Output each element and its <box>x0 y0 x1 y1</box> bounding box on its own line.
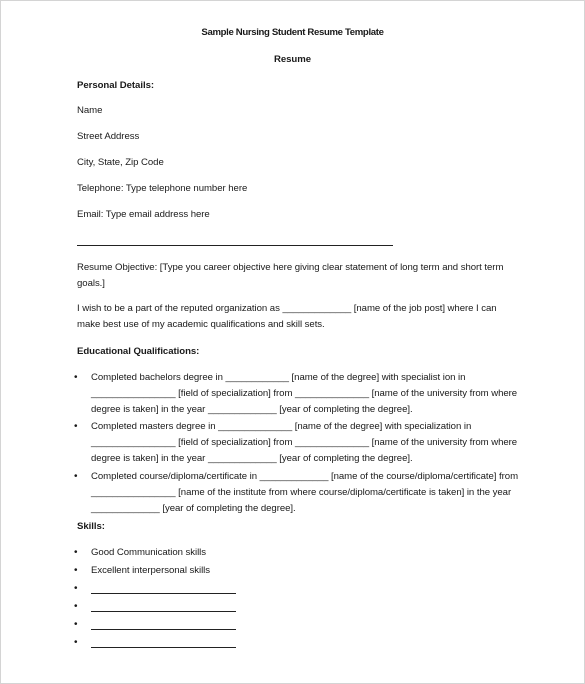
education-item-line-2: ________________ [field of specialization] from ______________ [name of the university from where <box>91 388 518 399</box>
education-heading: Educational Qualifications: <box>77 346 200 357</box>
skill-text: Good Communication skills <box>91 547 206 558</box>
education-item-line-1: Completed bachelors degree in ____________ [name of the degree] with specialist ion in <box>91 372 466 383</box>
personal-telephone: Telephone: Type telephone number here <box>77 183 248 194</box>
personal-details-heading: Personal Details: <box>77 80 154 91</box>
skill-blank-line <box>91 629 236 630</box>
objective-line-2: goals.] <box>77 278 105 289</box>
bullet-icon: • <box>74 601 78 612</box>
objective-line-4: make best use of my academic qualifications and skill sets. <box>77 319 325 330</box>
bullet-icon: • <box>74 619 78 630</box>
personal-name: Name <box>77 105 103 116</box>
objective-line-1: Resume Objective: [Type you career objective here giving clear statement of long term and short term <box>77 262 504 273</box>
bullet-icon: • <box>74 583 78 594</box>
personal-email: Email: Type email address here <box>77 209 210 220</box>
personal-city: City, State, Zip Code <box>77 157 164 168</box>
bullet-icon: • <box>74 372 78 383</box>
personal-street: Street Address <box>77 131 140 142</box>
section-divider <box>77 245 393 246</box>
skills-heading: Skills: <box>77 521 105 532</box>
objective-line-3: I wish to be a part of the reputed organization as _____________ [name of the job post] where I can <box>77 303 497 314</box>
document-subtitle: Resume <box>273 54 312 65</box>
bullet-icon: • <box>74 565 78 576</box>
bullet-icon: • <box>74 547 78 558</box>
skill-blank-line <box>91 647 236 648</box>
education-item-line-2: ________________ [name of the institute from where course/diploma/certificate is taken] in the year <box>91 487 512 498</box>
skill-blank-line <box>91 611 236 612</box>
education-item-line-3: degree is taken] in the year _____________ [year of completing the degree]. <box>91 453 413 464</box>
education-item-line-1: Completed masters degree in ______________ [name of the degree] with specialization in <box>91 421 472 432</box>
skill-text: Excellent interpersonal skills <box>91 565 211 576</box>
document-title: Sample Nursing Student Resume Template <box>201 27 384 38</box>
education-item-line-3: degree is taken] in the year _____________ [year of completing the degree]. <box>91 404 413 415</box>
education-item-line-2: ________________ [field of specialization] from ______________ [name of the university from where <box>91 437 518 448</box>
bullet-icon: • <box>74 471 78 482</box>
skill-blank-line <box>91 593 236 594</box>
education-item-line-3: _____________ [year of completing the degree]. <box>91 503 296 514</box>
bullet-icon: • <box>74 637 78 648</box>
bullet-icon: • <box>74 421 78 432</box>
education-item-line-1: Completed course/diploma/certificate in _____________ [name of the course/diploma/certificate] from <box>91 471 519 482</box>
